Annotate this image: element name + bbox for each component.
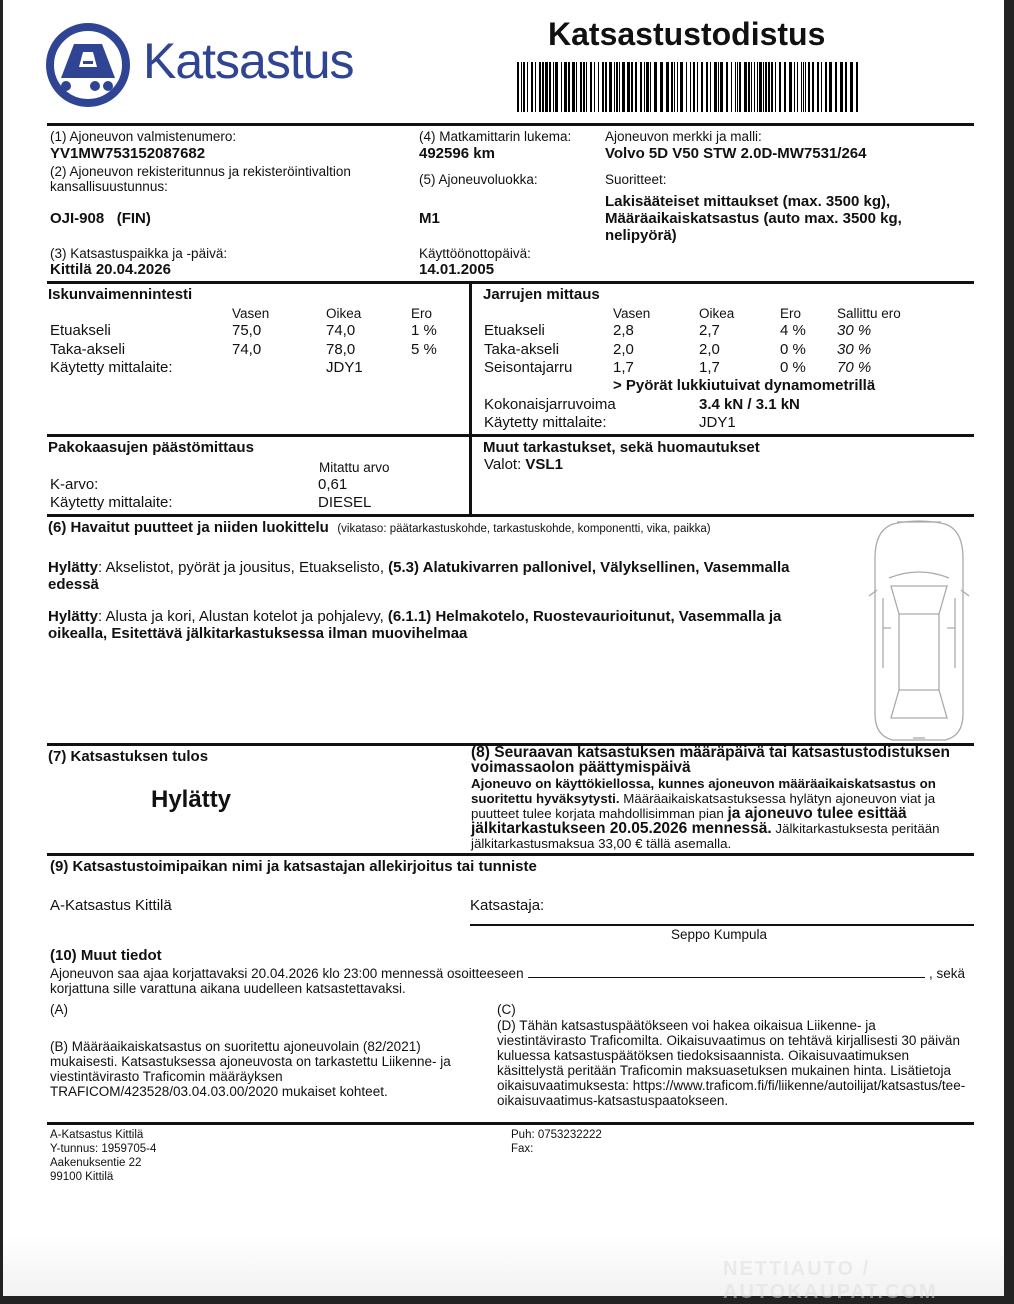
shock-header-diff: Ero xyxy=(411,306,433,321)
emissions-measured-header: Mitattu arvo xyxy=(319,460,390,475)
defects-title: (6) Havaitut puutteet ja niiden luokittelu xyxy=(48,519,329,536)
drive-text-end: , sekä xyxy=(928,966,965,981)
shock-device-value: JDY1 xyxy=(326,359,363,376)
brake-test-title: Jarrujen mittaus xyxy=(483,286,600,303)
shock-row-right: 78,0 xyxy=(326,341,356,358)
brake-row-right: 1,7 xyxy=(699,359,720,376)
first-use-label: Käyttöönottopäivä: xyxy=(419,246,531,261)
brake-total-label: Kokonaisjarruvoima xyxy=(484,396,616,413)
lights-value: VSL1 xyxy=(525,456,563,473)
car-top-view-icon xyxy=(863,518,975,744)
shock-row-left: 74,0 xyxy=(232,341,262,358)
brake-row-diff: 0 % xyxy=(780,359,806,376)
footer-company: A-Katsastus Kittilä xyxy=(50,1129,144,1141)
note-d: (D) Tähän katsastuspäätökseen voi hakea oikaisua Liikenne- ja viestintävirasto Traficomilta. Oikaisuvaatimus on tehtävä kirjallisesti 30 päivän kuluessa katsastuspäätöksen tiedoksisaannista. Oikaisuvaatimuksen käsittelystä peritään Traficomin maksuasetuksen mukainen hinta. Lisätietoja oikaisuvaatimuksesta: https://www.traficom.fi/fi/liikenne/autoilijat/katsastus/tee-oikaisuvaatimus-katsastuspaatokseen. xyxy=(497,1018,966,1108)
performed-label: Suoritteet: xyxy=(605,172,667,187)
brake-row-diff: 4 % xyxy=(780,322,806,339)
vin-value: YV1MW753152087682 xyxy=(50,145,206,162)
note-b: (B) Määräaikaiskatsastus on suoritettu ajoneuvolain (82/2021) mukaisesti. Katsastuksessa ajoneuvosta on tarkastettu Liikenne- ja viestintävirasto Traficomin määräyksen TRAFICOM/423528/03.04.03.00/2020 mukaiset kohteet. xyxy=(50,1039,451,1099)
brake-header-diff: Ero xyxy=(780,306,802,321)
logo-text: Katsastus xyxy=(143,33,354,89)
vehicle-class-value: M1 xyxy=(419,210,440,227)
brake-row-allowed: 30 % xyxy=(837,322,872,339)
brake-row-right: 2,0 xyxy=(699,341,720,358)
inspection-place-value: Kittilä 20.04.2026 xyxy=(50,261,171,278)
brake-header-right: Oikea xyxy=(699,306,735,321)
inspection-certificate-page xyxy=(3,0,1004,1303)
inspector-name: Seppo Kumpula xyxy=(671,927,768,942)
brake-device-label: Käytetty mittalaite: xyxy=(484,414,607,431)
brake-row-left: 2,8 xyxy=(613,322,634,339)
make-model-value: Volvo 5D V50 STW 2.0D-MW7531/264 xyxy=(605,145,867,162)
shock-test-title: Iskunvaimennintesti xyxy=(48,286,193,303)
defect-status: Hylätty xyxy=(48,559,99,576)
document-title: Katsastustodistus xyxy=(548,16,826,52)
footer-contact-info xyxy=(511,1128,602,1156)
shock-header-right: Oikea xyxy=(326,306,362,321)
a-katsastus-logo-icon xyxy=(45,22,131,108)
emissions-title: Pakokaasujen päästömittaus xyxy=(48,439,254,456)
brake-note: > Pyörät lukkiutuivat dynamometrillä xyxy=(613,377,876,394)
brake-total-value: 3.4 kN / 3.1 kN xyxy=(699,396,800,413)
k-value: 0,61 xyxy=(318,476,348,493)
brake-row-name: Seisontajarru xyxy=(484,359,573,376)
brake-row-name: Etuakseli xyxy=(484,322,545,339)
defect-description: : Alusta ja kori, Alustan kotelot ja pohjalevy, xyxy=(98,608,388,625)
first-use-value: 14.01.2005 xyxy=(419,261,495,278)
vehicle-class-label: (5) Ajoneuvoluokka: xyxy=(419,172,538,187)
defect-item xyxy=(48,559,808,593)
footer-city: 99100 Kittilä xyxy=(50,1171,114,1183)
k-value-label: K-arvo: xyxy=(50,476,99,493)
shock-header-left: Vasen xyxy=(232,306,270,321)
repair-drive-notice xyxy=(50,966,965,996)
brake-row-diff: 0 % xyxy=(780,341,806,358)
brake-row-left: 2,0 xyxy=(613,341,634,358)
odometer-label: (4) Matkamittarin lukema: xyxy=(419,129,572,144)
odometer-value: 492596 km xyxy=(419,145,495,162)
other-checks-title: Muut tarkastukset, sekä huomautukset xyxy=(483,439,760,456)
shock-row-right: 74,0 xyxy=(326,322,356,339)
brake-header-allowed: Sallittu ero xyxy=(837,306,901,321)
brake-row-allowed: 70 % xyxy=(837,359,872,376)
shock-device-label: Käytetty mittalaite: xyxy=(50,359,173,376)
defect-item xyxy=(48,608,838,642)
defect-detail: (5.3) Alatukivarren pallonivel, Välyksellinen, Vasemmalla edessä xyxy=(48,559,790,593)
repair-notice: Määräaikaiskatsastuksessa hylätyn ajoneuvon viat ja puutteet tulee korjata mahdollisimman pian xyxy=(471,791,936,821)
address-blank-line xyxy=(528,966,925,978)
footer-fax: Fax: xyxy=(511,1143,534,1155)
registration-label: (2) Ajoneuvon rekisteritunnus ja rekisteröintivaltion kansallisuustunnus: xyxy=(50,164,351,194)
drive-text: Ajoneuvon saa ajaa korjattavaksi 20.04.2026 klo 23:00 mennessä osoitteeseen xyxy=(50,966,524,981)
brake-header-left: Vasen xyxy=(613,306,651,321)
note-c: (C) xyxy=(497,1002,516,1017)
brake-row-left: 1,7 xyxy=(613,359,634,376)
shock-row-left: 75,0 xyxy=(232,322,262,339)
lights-row xyxy=(484,456,563,474)
footer-street: Aakenuksentie 22 xyxy=(50,1157,142,1169)
barcode-icon xyxy=(517,62,863,112)
defect-detail: (6.1.1) Helmakotelo, Ruostevaurioitunut, Vasemmalla ja oikealla, Esitettävä jälkitarkastuksessa ilman muovihelmaa xyxy=(48,608,782,642)
footer-company-info xyxy=(50,1128,156,1184)
other-info-title: (10) Muut tiedot xyxy=(50,947,162,964)
brake-row-right: 2,7 xyxy=(699,322,720,339)
result-value: Hylätty xyxy=(151,786,232,813)
shock-row-name: Taka-akseli xyxy=(50,341,126,358)
footer-phone: Puh: 0753232222 xyxy=(511,1129,602,1141)
signature-title: (9) Katsastustoimipaikan nimi ja katsastajan allekirjoitus tai tunniste xyxy=(50,858,537,875)
vin-label: (1) Ajoneuvon valmistenumero: xyxy=(50,129,237,144)
station-name: A-Katsastus Kittilä xyxy=(50,897,172,914)
footer-business-id: Y-tunnus: 1959705-4 xyxy=(50,1143,157,1155)
defects-subtitle: (vikataso: päätarkastuskohde, tarkastuskohde, komponentti, vika, paikka) xyxy=(337,523,711,535)
reinspection-deadline: ja ajoneuvo tulee esittää jälkitarkastukseen 20.05.2026 mennessä. xyxy=(471,805,907,837)
watermark: NETTIAUTO / AUTOKAUPAT.COM xyxy=(723,1258,938,1303)
emissions-device-label: Käytetty mittalaite: xyxy=(50,494,173,511)
note-a: (A) xyxy=(50,1002,68,1017)
brake-device-value: JDY1 xyxy=(699,414,736,431)
reinspection-fee: Jälkitarkastuksesta peritään jälkitarkastusmaksua 33,00 € tällä asemalla. xyxy=(471,821,940,851)
make-model-label: Ajoneuvon merkki ja malli: xyxy=(605,129,762,144)
shock-row-name: Etuakseli xyxy=(50,322,111,339)
brake-row-allowed: 30 % xyxy=(837,341,872,358)
shock-row-diff: 5 % xyxy=(411,341,437,358)
emissions-device-value: DIESEL xyxy=(318,494,372,511)
next-inspection-text xyxy=(471,776,977,851)
next-inspection-title: (8) Seuraavan katsastuksen määräpäivä tai katsastustodistuksen voimassaolon päättymispäivä xyxy=(471,744,951,776)
performed-value: Lakisääteiset mittaukset (max. 3500 kg), Määräaikaiskatsastus (auto max. 3500 kg, nelipyörä) xyxy=(605,193,902,244)
inspection-place-label: (3) Katsastuspaikka ja -päivä: xyxy=(50,246,228,261)
result-title: (7) Katsastuksen tulos xyxy=(48,748,209,765)
defects-header xyxy=(48,519,711,537)
driving-ban-notice: Ajoneuvo on käyttökiellossa, kunnes ajoneuvon määräaikaiskatsastus on suoritettu hyväksytysti. xyxy=(471,776,936,806)
brake-row-name: Taka-akseli xyxy=(484,341,560,358)
defect-description: : Akselistot, pyörät ja jousitus, Etuakselisto, xyxy=(98,559,389,576)
shock-row-diff: 1 % xyxy=(411,322,437,339)
drive-text-continued: korjattuna sille varattuna aikana uudelleen katsastettavaksi. xyxy=(50,981,406,996)
lights-label: Valot: xyxy=(484,456,522,473)
defect-status: Hylätty xyxy=(48,608,99,625)
inspector-label: Katsastaja: xyxy=(470,897,545,914)
registration-value: OJI-908 (FIN) xyxy=(50,210,151,227)
